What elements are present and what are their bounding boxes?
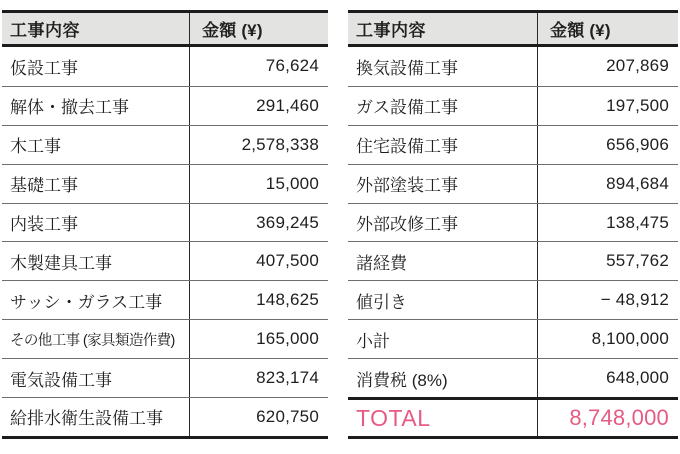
- cost-table-right: [348, 10, 678, 439]
- amount-value: 407,500: [256, 251, 319, 271]
- table-row: [348, 358, 678, 397]
- work-item-label: ガス設備工事: [348, 87, 538, 125]
- work-item-label: 値引き: [348, 281, 538, 319]
- work-item-label: サッシ・ガラス工事: [2, 281, 190, 319]
- amount-value: 557,762: [606, 251, 669, 271]
- work-item-label: 木工事: [2, 126, 190, 164]
- header-amount: 金額 (¥): [202, 21, 263, 40]
- total-row: [348, 397, 678, 436]
- amount-value: 620,750: [256, 406, 319, 426]
- amount-value: 207,869: [606, 56, 669, 76]
- total-label: TOTAL: [348, 400, 538, 436]
- work-item-label: 小計: [348, 320, 538, 358]
- table-row: [2, 47, 328, 86]
- table-row: [2, 280, 328, 319]
- table-row: [348, 241, 678, 280]
- amount-value: 656,906: [606, 134, 669, 154]
- table-header-row: [2, 13, 328, 47]
- work-item-label: 住宅設備工事: [348, 126, 538, 164]
- work-item-label: その他工事 (家具類造作費): [2, 320, 190, 358]
- work-item-label: 仮設工事: [2, 47, 190, 86]
- table-row: [2, 164, 328, 203]
- table-row: [2, 203, 328, 242]
- table-row: [2, 397, 328, 436]
- cost-table-left: [2, 10, 328, 439]
- amount-value: 15,000: [265, 173, 319, 193]
- total-amount-value: 8,748,000: [569, 405, 669, 431]
- work-item-label: 電気設備工事: [2, 359, 190, 397]
- table-row: [348, 125, 678, 164]
- work-item-label: 換気設備工事: [348, 47, 538, 86]
- header-work-item: 工事内容: [348, 13, 538, 44]
- table-row: [2, 241, 328, 280]
- amount-value: 8,100,000: [591, 329, 669, 349]
- amount-value: 648,000: [606, 368, 669, 388]
- amount-value: 76,624: [265, 56, 319, 76]
- amount-value: 369,245: [256, 212, 319, 232]
- table-row: [348, 47, 678, 86]
- work-item-label: 外部塗装工事: [348, 165, 538, 203]
- table-row: [348, 86, 678, 125]
- amount-value: 823,174: [256, 368, 319, 388]
- work-item-label: 諸経費: [348, 242, 538, 280]
- amount-value: 148,625: [256, 290, 319, 310]
- amount-value: 291,460: [256, 95, 319, 115]
- work-item-label: 木製建具工事: [2, 242, 190, 280]
- amount-value: 197,500: [606, 95, 669, 115]
- work-item-label: 基礎工事: [2, 165, 190, 203]
- work-item-label: 解体・撤去工事: [2, 87, 190, 125]
- table-row: [2, 125, 328, 164]
- amount-value: 2,578,338: [241, 134, 319, 154]
- work-item-label: 給排水衛生設備工事: [2, 398, 190, 436]
- work-item-label: 消費税 (8%): [348, 359, 538, 397]
- table-row: [348, 280, 678, 319]
- table-row: [348, 203, 678, 242]
- table-row: [2, 319, 328, 358]
- work-item-label: 内装工事: [2, 204, 190, 242]
- table-row: [2, 358, 328, 397]
- amount-value: 165,000: [256, 329, 319, 349]
- header-amount: 金額 (¥): [550, 21, 611, 40]
- table-row: [348, 319, 678, 358]
- table-row: [348, 164, 678, 203]
- amount-value: 138,475: [606, 212, 669, 232]
- amount-value: − 48,912: [600, 290, 669, 310]
- header-work-item: 工事内容: [2, 13, 190, 44]
- work-item-label: 外部改修工事: [348, 204, 538, 242]
- table-header-row: [348, 13, 678, 47]
- amount-value: 894,684: [606, 173, 669, 193]
- table-row: [2, 86, 328, 125]
